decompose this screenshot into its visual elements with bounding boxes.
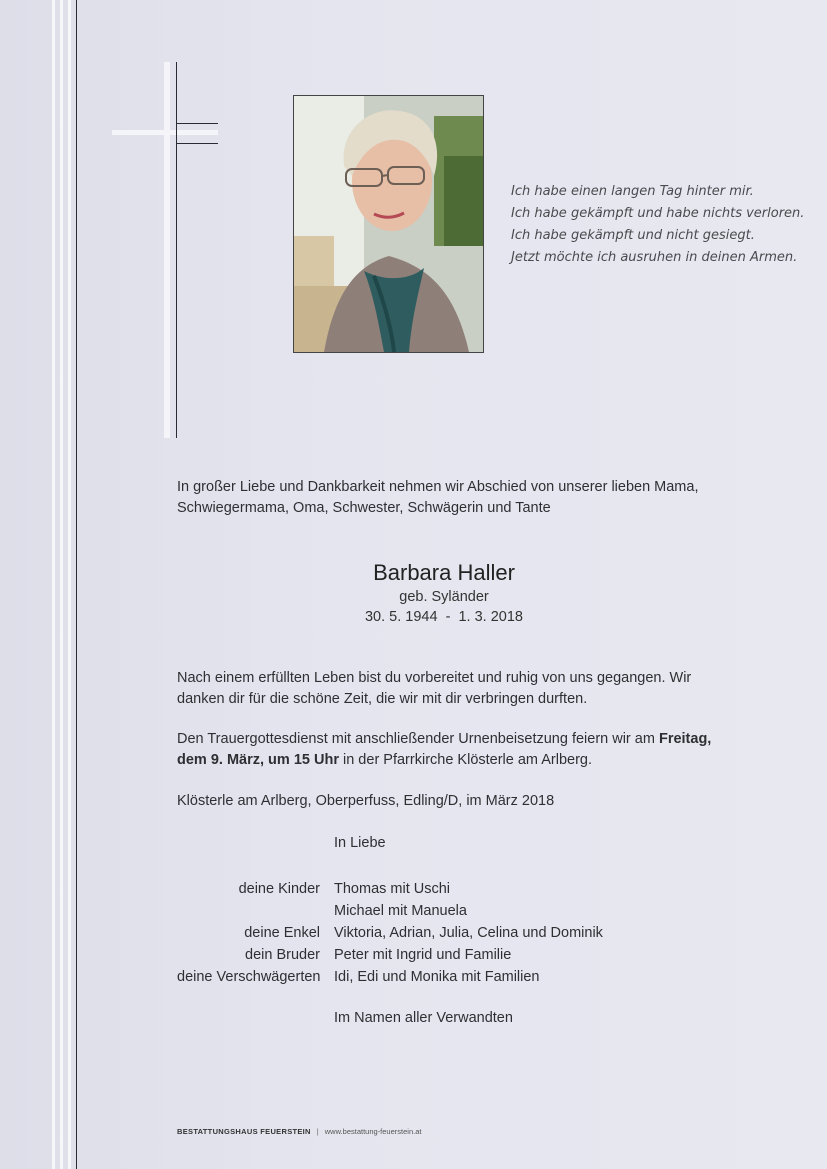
family-role: deine Kinder [238, 881, 320, 897]
family-names: Michael mit Manuela [334, 903, 467, 919]
family-list [177, 878, 603, 988]
footer-website-link[interactable]: www.bestattung-feuerstein.at [324, 1127, 422, 1136]
place-date: Klösterle am Arlberg, Oberperfuss, Edling/D, im März 2018 [177, 793, 555, 809]
service-text [177, 729, 711, 771]
closing-text: Im Namen aller Verwandten [334, 1010, 513, 1026]
family-names: Thomas mit Uschi [334, 881, 451, 897]
poem-line: Ich habe einen langen Tag hinter mir. [511, 184, 754, 199]
portrait-photo [293, 95, 484, 353]
family-role: dein Bruder [245, 947, 320, 963]
service-location: in der Pfarrkirche Klösterle am Arlberg. [338, 752, 593, 768]
family-row [177, 878, 603, 900]
decorative-stripe [68, 0, 71, 1169]
family-row [177, 944, 603, 966]
in-love-text: In Liebe [334, 835, 386, 851]
family-role: deine Verschwägerten [177, 969, 321, 985]
service-line-1 [177, 729, 711, 750]
message-text [177, 668, 691, 710]
message-line: Nach einem erfüllten Leben bist du vorbereitet und ruhig von uns gegangen. Wir [177, 670, 692, 686]
vertical-rule [76, 0, 77, 1169]
life-dates: 30. 5. 1944 - 1. 3. 2018 [364, 609, 523, 625]
service-text-regular: Den Trauergottesdienst mit anschließender Urnenbeisetzung feiern wir am [177, 731, 659, 747]
decorative-stripe [52, 0, 55, 1169]
poem-line: Ich habe gekämpft und nicht gesiegt. [511, 228, 755, 243]
intro-line: Schwiegermama, Oma, Schwester, Schwägerin und Tante [177, 500, 551, 516]
funeral-home-name: BESTATTUNGSHAUS FEUERSTEIN [177, 1127, 311, 1136]
deceased-name: Barbara Haller [373, 560, 515, 585]
service-date-time: dem 9. März, um 15 Uhr [177, 752, 339, 768]
family-names: Idi, Edi und Monika mit Familien [334, 969, 540, 985]
family-row [177, 922, 603, 944]
poem [511, 181, 804, 269]
family-names: Viktoria, Adrian, Julia, Celina und Dominik [334, 925, 603, 941]
family-role: deine Enkel [244, 925, 320, 941]
poem-line: Ich habe gekämpft und habe nichts verloren. [511, 206, 805, 221]
family-names: Peter mit Ingrid und Familie [334, 947, 512, 963]
family-role [177, 900, 320, 922]
decorative-stripe [60, 0, 63, 1169]
family-row [177, 966, 603, 988]
message-line: danken dir für die schöne Zeit, die wir mit dir verbringen durften. [177, 691, 588, 707]
footer-separator: | [316, 1127, 319, 1136]
intro-line: In großer Liebe und Dankbarkeit nehmen wir Abschied von unserer lieben Mama, [177, 479, 699, 495]
poem-line: Jetzt möchte ich ausruhen in deinen Armen. [511, 250, 798, 265]
family-row [177, 900, 603, 922]
footer [177, 1127, 421, 1136]
service-day: Freitag, [658, 731, 712, 747]
service-line-2 [177, 750, 711, 771]
birth-name: geb. Syländer [399, 589, 489, 605]
intro-text [177, 477, 698, 519]
